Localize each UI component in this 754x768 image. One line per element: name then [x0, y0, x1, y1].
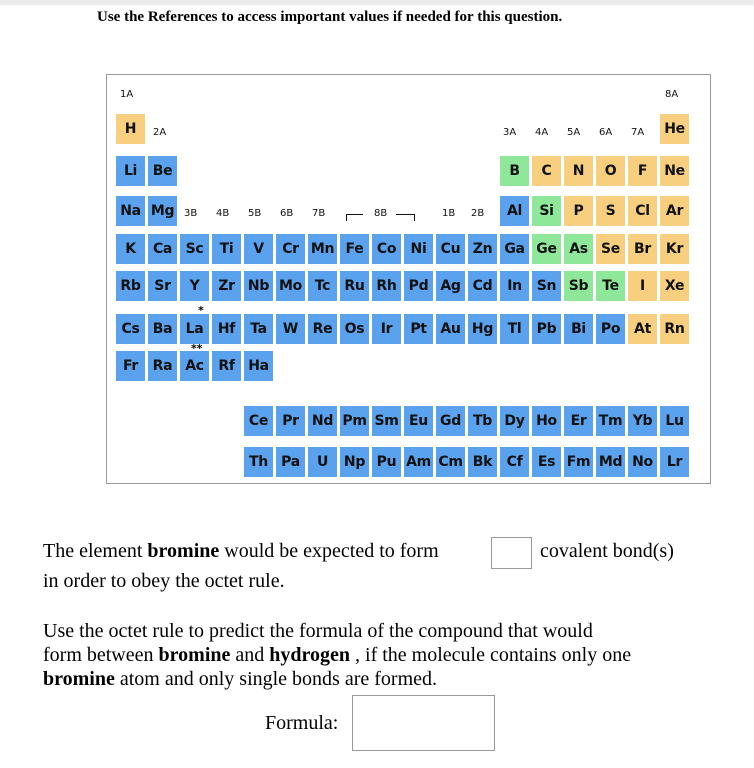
element-na: Na	[116, 196, 145, 226]
element-mg: Mg	[148, 196, 177, 226]
q2-l2-c: and	[230, 644, 270, 666]
element-ha: Ha	[244, 351, 273, 381]
group-label-g13: 3A	[503, 127, 517, 138]
element-fr: Fr	[116, 351, 145, 381]
element-rh: Rh	[372, 271, 401, 301]
element-ni: Ni	[404, 234, 433, 264]
element-nb: Nb	[244, 271, 273, 301]
element-ga: Ga	[500, 234, 529, 264]
element-co: Co	[372, 234, 401, 264]
element-cs: Cs	[116, 314, 145, 344]
group-label-g11: 1B	[442, 208, 456, 219]
element-ar: Ar	[660, 196, 689, 226]
element-ne: Ne	[660, 156, 689, 186]
element-lu: Lu	[660, 406, 689, 436]
element-w: W	[276, 314, 305, 344]
element-tm: Tm	[596, 406, 625, 436]
element-p: P	[564, 196, 593, 226]
actinide-marker: **	[191, 342, 203, 355]
element-ba: Ba	[148, 314, 177, 344]
element-rn: Rn	[660, 314, 689, 344]
element-o: O	[596, 156, 625, 186]
element-pu: Pu	[372, 447, 401, 477]
element-ta: Ta	[244, 314, 273, 344]
q2-l3-b: atom and only single bonds are formed.	[114, 668, 438, 690]
element-gd: Gd	[436, 406, 465, 436]
element-lr: Lr	[660, 447, 689, 477]
element-u: U	[308, 447, 337, 477]
element-nd: Nd	[308, 406, 337, 436]
element-po: Po	[596, 314, 625, 344]
group-label-g14: 4A	[535, 127, 549, 138]
element-fe: Fe	[340, 234, 369, 264]
element-rb: Rb	[116, 271, 145, 301]
element-cu: Cu	[436, 234, 465, 264]
element-rf: Rf	[212, 351, 241, 381]
group-8b-bracket-right	[396, 214, 415, 221]
group-label-g3: 3B	[184, 208, 198, 219]
element-tc: Tc	[308, 271, 337, 301]
element-ge: Ge	[532, 234, 561, 264]
group-label-g15: 5A	[567, 127, 581, 138]
element-sm: Sm	[372, 406, 401, 436]
element-ce: Ce	[244, 406, 273, 436]
group-label-g4: 4B	[216, 208, 230, 219]
group-label-g7: 7B	[312, 208, 326, 219]
element-cd: Cd	[468, 271, 497, 301]
element-ru: Ru	[340, 271, 369, 301]
element-bk: Bk	[468, 447, 497, 477]
element-ac: Ac	[180, 351, 209, 381]
element-c: C	[532, 156, 561, 186]
q2-bromine: bromine	[158, 644, 231, 666]
element-n: N	[564, 156, 593, 186]
group-label-g17: 7A	[631, 127, 645, 138]
element-be: Be	[148, 156, 177, 186]
element-np: Np	[340, 447, 369, 477]
group-label-g6: 6B	[280, 208, 294, 219]
element-am: Am	[404, 447, 433, 477]
element-sn: Sn	[532, 271, 561, 301]
group-label-g1: 1A	[120, 89, 134, 100]
element-sb: Sb	[564, 271, 593, 301]
q1-line-2: in order to obey the octet rule.	[43, 570, 285, 592]
element-zn: Zn	[468, 234, 497, 264]
element-h: H	[116, 114, 145, 144]
element-s: S	[596, 196, 625, 226]
element-ra: Ra	[148, 351, 177, 381]
q2-l2-e: , if the molecule contains only one	[350, 644, 632, 666]
q1-middle: would be expected to form	[219, 540, 439, 562]
element-yb: Yb	[628, 406, 657, 436]
element-te: Te	[596, 271, 625, 301]
q2-l2-a: form between	[43, 644, 159, 666]
element-ti: Ti	[212, 234, 241, 264]
element-no: No	[628, 447, 657, 477]
q1-element: bromine	[147, 540, 220, 562]
q2-line-1: Use the octet rule to predict the formula of the compound that would	[43, 620, 593, 642]
q2-hydrogen: hydrogen	[269, 644, 351, 666]
element-at: At	[628, 314, 657, 344]
periodic-table	[106, 74, 711, 484]
references-note: Use the References to access important values if needed for this question.	[97, 9, 563, 25]
group-label-g5: 5B	[248, 208, 262, 219]
element-ca: Ca	[148, 234, 177, 264]
q1-suffix: covalent bond(s)	[540, 540, 674, 562]
element-mn: Mn	[308, 234, 337, 264]
element-k: K	[116, 234, 145, 264]
group-label-g8: 8B	[374, 208, 388, 219]
element-tl: Tl	[500, 314, 529, 344]
element-cm: Cm	[436, 447, 465, 477]
element-tb: Tb	[468, 406, 497, 436]
element-he: He	[660, 114, 689, 144]
q2-bromine-2: bromine	[43, 668, 115, 690]
formula-label: Formula:	[265, 712, 339, 734]
element-as: As	[564, 234, 593, 264]
element-es: Es	[532, 447, 561, 477]
element-md: Md	[596, 447, 625, 477]
element-sc: Sc	[180, 234, 209, 264]
group-label-g18: 8A	[665, 89, 679, 100]
element-la: La	[180, 314, 209, 344]
q1-prefix: The element	[43, 540, 148, 562]
element-au: Au	[436, 314, 465, 344]
question-1-line-1	[43, 540, 439, 563]
element-se: Se	[596, 234, 625, 264]
element-pt: Pt	[404, 314, 433, 344]
element-kr: Kr	[660, 234, 689, 264]
element-ag: Ag	[436, 271, 465, 301]
group-label-g16: 6A	[599, 127, 613, 138]
element-in: In	[500, 271, 529, 301]
element-cl: Cl	[628, 196, 657, 226]
formula-input[interactable]	[352, 695, 495, 751]
element-hf: Hf	[212, 314, 241, 344]
element-f: F	[628, 156, 657, 186]
element-b: B	[500, 156, 529, 186]
element-li: Li	[116, 156, 145, 186]
group-8b-bracket-left	[346, 214, 363, 221]
element-al: Al	[500, 196, 529, 226]
element-zr: Zr	[212, 271, 241, 301]
element-dy: Dy	[500, 406, 529, 436]
element-pd: Pd	[404, 271, 433, 301]
element-er: Er	[564, 406, 593, 436]
q2-line-2	[43, 644, 631, 667]
element-v: V	[244, 234, 273, 264]
lanthanide-marker: *	[198, 304, 204, 317]
top-bar	[0, 0, 754, 5]
q2-line-3	[43, 668, 437, 691]
element-cf: Cf	[500, 447, 529, 477]
element-th: Th	[244, 447, 273, 477]
element-cr: Cr	[276, 234, 305, 264]
element-ir: Ir	[372, 314, 401, 344]
element-fm: Fm	[564, 447, 593, 477]
element-re: Re	[308, 314, 337, 344]
element-mo: Mo	[276, 271, 305, 301]
covalent-bonds-input[interactable]	[491, 537, 532, 569]
element-bi: Bi	[564, 314, 593, 344]
element-pa: Pa	[276, 447, 305, 477]
element-sr: Sr	[148, 271, 177, 301]
element-os: Os	[340, 314, 369, 344]
element-y: Y	[180, 271, 209, 301]
element-xe: Xe	[660, 271, 689, 301]
group-label-g12: 2B	[471, 208, 485, 219]
element-ho: Ho	[532, 406, 561, 436]
element-i: I	[628, 271, 657, 301]
element-pr: Pr	[276, 406, 305, 436]
element-si: Si	[532, 196, 561, 226]
element-pb: Pb	[532, 314, 561, 344]
group-label-g2: 2A	[153, 127, 167, 138]
element-hg: Hg	[468, 314, 497, 344]
element-pm: Pm	[340, 406, 369, 436]
element-br: Br	[628, 234, 657, 264]
element-eu: Eu	[404, 406, 433, 436]
